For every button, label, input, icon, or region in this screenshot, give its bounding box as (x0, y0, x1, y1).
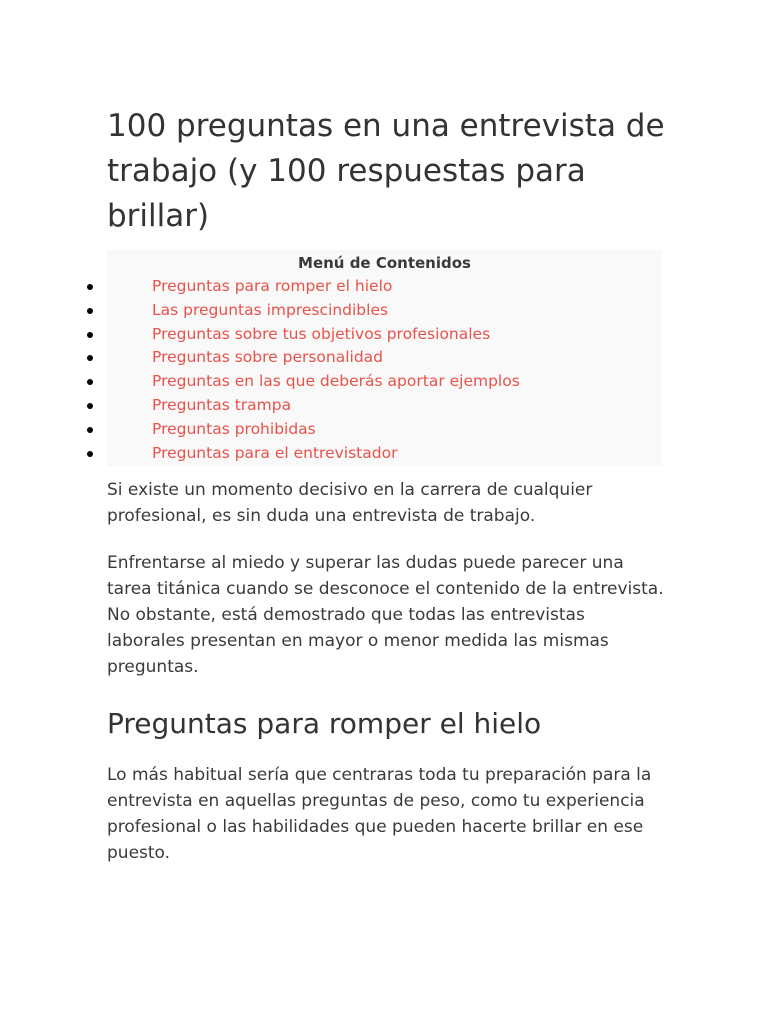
bullet-icon (87, 332, 93, 338)
section-heading: Preguntas para romper el hielo (107, 707, 542, 740)
toc-link-objetivos[interactable]: Preguntas sobre tus objetivos profesionales (152, 324, 491, 343)
bullet-icon (87, 403, 93, 409)
toc-link-romper-hielo[interactable]: Preguntas para romper el hielo (152, 277, 393, 295)
toc-link-imprescindibles[interactable]: Las preguntas imprescindibles (152, 300, 389, 319)
toc-link-personalidad[interactable]: Preguntas sobre personalidad (152, 348, 384, 367)
toc-heading: Menú de Contenidos (298, 254, 471, 272)
toc-link-prohibidas[interactable]: Preguntas prohibidas (152, 419, 316, 438)
bullet-icon (87, 284, 93, 290)
intro-paragraph-2: Enfrentarse al miedo y superar las dudas puede parecer una tarea titánica cuando se desconoce el contenido de la entrevista. No obstante, está demostrado que todas las entrevistas laborales presentan en mayor o menor medida las mismas preguntas. (107, 553, 664, 677)
bullet-icon (87, 451, 93, 457)
bullet-icon (87, 308, 93, 314)
bullet-icon (87, 427, 93, 433)
article-title: 100 preguntas en una entrevista de trabajo (y 100 respuestas para brillar) (107, 108, 665, 234)
table-of-contents (107, 250, 662, 466)
section-paragraph: Lo más habitual sería que centraras toda tu preparación para la entrevista en aquellas preguntas de peso, como tu experiencia profesional o las habilidades que pueden hacerte brillar en ese puesto. (107, 765, 652, 863)
toc-link-trampa[interactable]: Preguntas trampa (152, 395, 292, 414)
bullet-icon (87, 379, 93, 385)
bullet-icon (87, 355, 93, 361)
toc-link-entrevistador[interactable]: Preguntas para el entrevistador (152, 443, 398, 462)
intro-paragraph-1: Si existe un momento decisivo en la carrera de cualquier profesional, es sin duda una entrevista de trabajo. (107, 480, 593, 526)
toc-link-ejemplos[interactable]: Preguntas en las que deberás aportar ejemplos (152, 372, 520, 391)
